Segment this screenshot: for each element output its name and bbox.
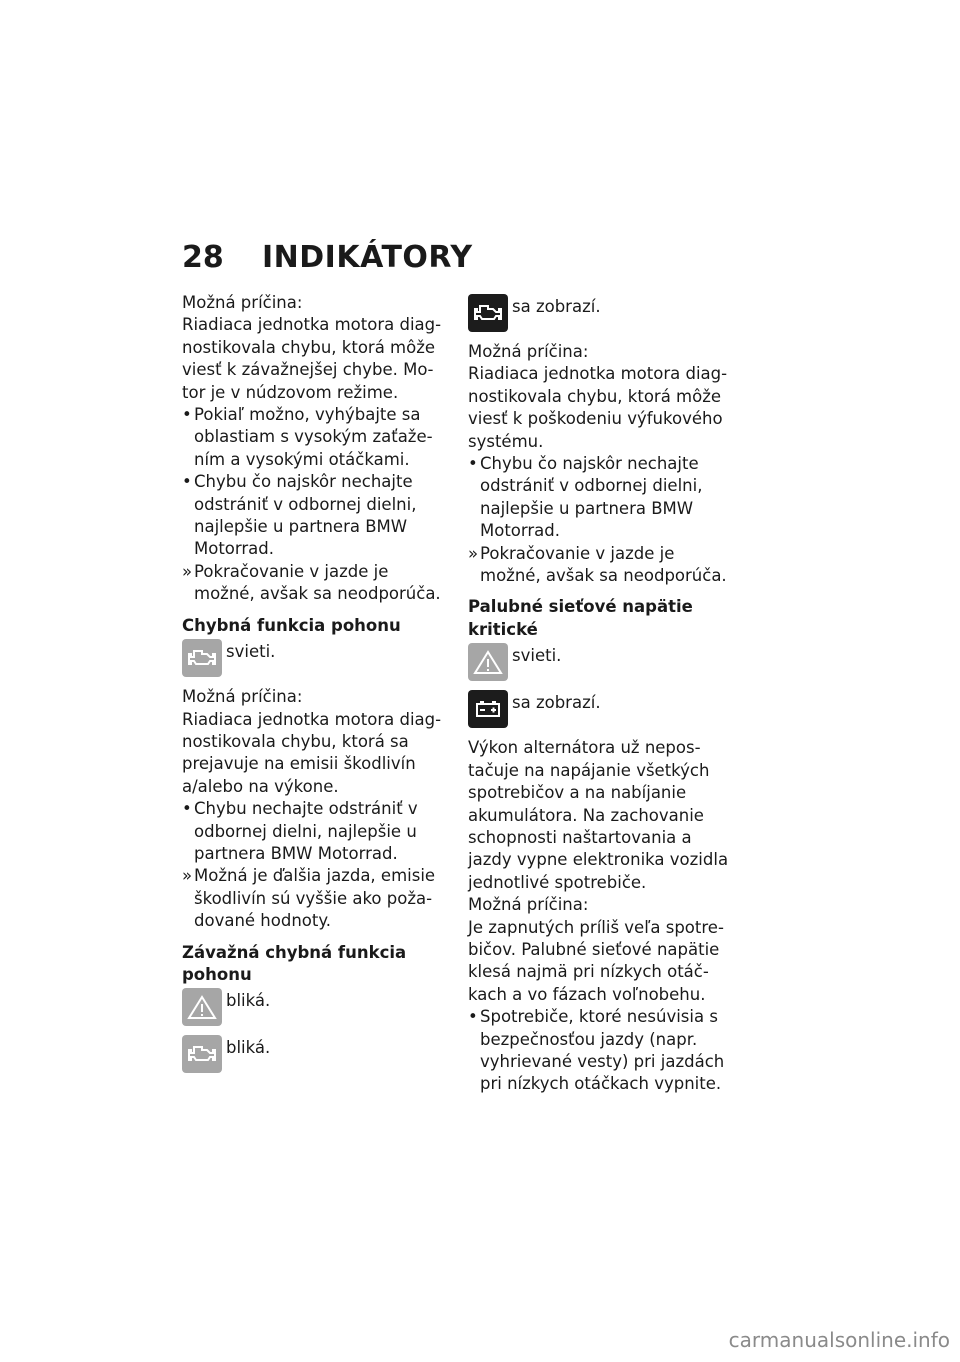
bullet-text: Pokiaľ možno, vyhýbajte sa oblastiam s vysokým zaťažením a vysokými otáčkami. bbox=[194, 405, 433, 469]
engine-warning-icon bbox=[468, 294, 508, 332]
battery-icon bbox=[468, 690, 508, 728]
bullet-item bbox=[182, 798, 450, 865]
warning-triangle-icon bbox=[182, 988, 222, 1026]
cause-label: Možná príčina: bbox=[468, 342, 589, 361]
indicator-row bbox=[182, 639, 450, 677]
paragraph: Je zapnutých príliš veľa spotrebičov. Palubné sieťové napätie klesá najmä pri nízkych otáčkach a vo fázach voľnobehu. bbox=[468, 917, 724, 1004]
bullet-mark: • bbox=[182, 405, 192, 425]
indicator-row bbox=[468, 643, 736, 681]
bullet-text: Chybu nechajte odstrániť v odbornej dielni, najlepšie u partnera BMW Motorrad. bbox=[194, 799, 418, 863]
bullet-mark: • bbox=[468, 454, 478, 474]
bullet-item bbox=[182, 404, 450, 471]
watermark: carmanualsonline.info bbox=[728, 1328, 950, 1352]
section-heading: Palubné sieťové napätie kritické bbox=[468, 597, 693, 639]
result-text: Pokračovanie v jazde je možné, avšak sa neodporúča. bbox=[480, 543, 727, 586]
result-item bbox=[182, 561, 450, 606]
paragraph: Riadiaca jednotka motora diagnostikovala chybu, ktorá sa prejavuje na emisii škodlivín a/alebo na výkone. bbox=[182, 709, 442, 796]
indicator-status: bliká. bbox=[226, 991, 271, 1011]
indicator-row bbox=[182, 1035, 450, 1073]
cause-label: Možná príčina: bbox=[182, 293, 303, 312]
result-mark: » bbox=[468, 543, 479, 563]
indicator-row bbox=[182, 988, 450, 1026]
result-text: Možná je ďalšia jazda, emisie škodlivín sú vyššie ako požadované hodnoty. bbox=[194, 866, 436, 931]
warning-triangle-icon bbox=[468, 643, 508, 681]
right-column bbox=[468, 292, 736, 1096]
paragraph: Výkon alternátora už nepostačuje na napájanie všetkých spotrebičov a na nabíjanie akumulátora. Na zachovanie schopnosti naštartovania a jazdy vypne elektronika vozidla jednotlivé spotrebiče. bbox=[468, 738, 729, 892]
cause-label: Možná príčina: bbox=[182, 687, 303, 707]
bullet-item bbox=[182, 471, 450, 561]
page-header bbox=[182, 240, 473, 275]
bullet-text: Chybu čo najskôr nechajte odstrániť v odbornej dielni, najlepšie u partnera BMW Motorrad. bbox=[480, 454, 703, 541]
bullet-item bbox=[468, 1006, 736, 1096]
indicator-status: sa zobrazí. bbox=[512, 297, 601, 316]
left-column bbox=[182, 292, 450, 1082]
indicator-status: sa zobrazí. bbox=[512, 693, 601, 713]
result-mark: » bbox=[182, 866, 193, 886]
chapter-title: INDIKÁTORY bbox=[262, 240, 473, 275]
indicator-status: svieti. bbox=[512, 646, 562, 666]
bullet-mark: • bbox=[182, 799, 192, 819]
bullet-text: Spotrebiče, ktoré nesúvisia s bezpečnosťou jazdy (napr. vyhrievané vesty) pri jazdách pri nízkych otáčkach vypnite. bbox=[480, 1007, 725, 1094]
cause-label: Možná príčina: bbox=[468, 895, 589, 915]
paragraph: Riadiaca jednotka motora diagnostikovala chybu, ktorá môže viesť k poškodeniu výfukového systému. bbox=[468, 364, 728, 451]
bullet-text: Chybu čo najskôr nechajte odstrániť v odbornej dielni, najlepšie u partnera BMW Motorrad. bbox=[194, 472, 417, 559]
engine-warning-icon bbox=[182, 639, 222, 677]
result-mark: » bbox=[182, 561, 193, 581]
indicator-row bbox=[468, 294, 736, 332]
result-text: Pokračovanie v jazde je možné, avšak sa neodporúča. bbox=[194, 561, 441, 604]
engine-warning-icon bbox=[182, 1035, 222, 1073]
bullet-mark: • bbox=[468, 1007, 478, 1027]
bullet-item bbox=[468, 453, 736, 543]
result-item bbox=[182, 865, 450, 932]
indicator-row bbox=[468, 690, 736, 728]
indicator-status: bliká. bbox=[226, 1038, 271, 1058]
page-number: 28 bbox=[182, 240, 224, 275]
section-heading: Chybná funkcia pohonu bbox=[182, 615, 401, 635]
bullet-mark: • bbox=[182, 472, 192, 492]
paragraph: Riadiaca jednotka motora diagnostikovala chybu, ktorá môže viesť k závažnejšej chybe. Motor je v núdzovom režime. bbox=[182, 315, 442, 402]
section-heading: Závažná chybná funkcia pohonu bbox=[182, 942, 407, 984]
result-item bbox=[468, 543, 736, 588]
indicator-status: svieti. bbox=[226, 642, 276, 662]
